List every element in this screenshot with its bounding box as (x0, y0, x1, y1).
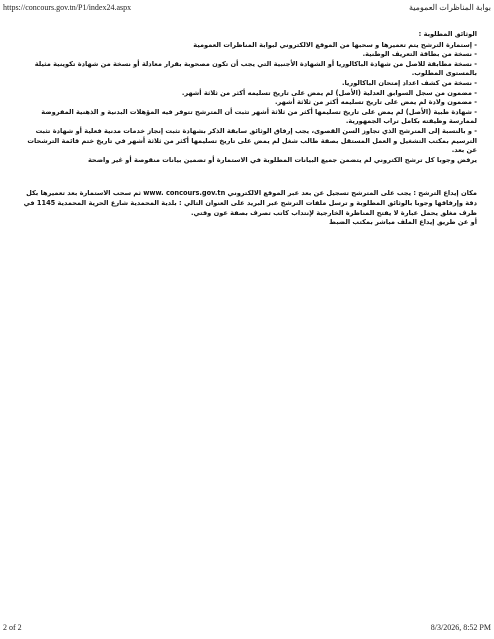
document-item-4: - نسخة من كشف اعداد إمتحان الباكالوريا. (341, 78, 477, 87)
print-header-url: https://concours.gov.tn/P1/index24.aspx (3, 3, 132, 12)
document-item-8: - و بالنسبة إلى المترشح الذي تجاوز السن القصوى، يجب إرفاق الوثائق سابقة الذكر بشهادة تثبت إنجاز خدمات مدنية فعلية أو شهادة تثبت الترسيم بمكتب التشغيل و العمل المستقل بصفة طالب شغل لم يمض على تاريخ تسليمها أكثر من ثلاثة أشهر في تاريخ ختم قائمة الترشحات عن بعد. (27, 126, 477, 155)
print-footer (0, 623, 494, 635)
page-counter: 2 of 2 (3, 623, 22, 632)
document-item-7: - شهادة طبية (الأصل) لم يمض على تاريخ تسليمها أكثر من ثلاثة أشهر تثبت أن المترشح تتوفر فيه المؤهلات البدنية و الذهنية المفروضة لممارسة وظيفته بكامل تراب الجمهورية. (41, 107, 477, 126)
submission-last-line: أو عن طريق إيداع الملف مباشر بمكتب الضبط (329, 218, 477, 227)
print-timestamp: 8/3/2026, 8:52 PM (430, 623, 491, 632)
section-title: الوثائق المطلوبة : (418, 30, 477, 38)
submission-paragraph: مكان إيداع الترشح : يجب على المترشح تسجيل عن بعد عبر الموقع الالكتروني www. concours.gov.tn ثم سحب الاستمارة بعد تعميرها بكل دقة وإرفاقها وجوبا بالوثائق المطلوبة و ترسل ملفات الترشح عبر البريد على العنوان التالي : بلدية المحمدية شارع الحرية المحمدية 1145 في ظرف مغلق يحمل عبارة لا يفتح المناظرة الخارجية لإنتداب كاتب تصرف بصفة عون وقتي. (23, 189, 477, 217)
document-item-1: - إستمارة الترشح يتم تعميرها و سحبها من الموقع الالكتروني لبوابة المناظرات العمومية (193, 40, 477, 49)
rejection-note: يرفض وجوبا كل ترشح الكتروني لم يتضمن جميع البيانات المطلوبة في الاستمارة أو تضمين بيانات منقوصة أو غير واضحة (87, 155, 477, 164)
document-item-5: - مضمون من سجل السوابق العدلية (الأصل) لم يمض على تاريخ تسليمه أكثر من ثلاثة أشهر. (181, 88, 477, 97)
document-item-6: - مضمون ولادة لم يمض على تاريخ تسليمه أكثر من ثلاثة أشهر. (275, 98, 477, 107)
print-header-title: بوابة المناظرات العمومية (408, 3, 491, 12)
document-item-3: - نسخة مطابقة للاصل من شهادة الباكالوريا أو الشهادة الأجنبية التي يجب أن تكون مصحوبة بقرار معادلة أو نسخة من شهادة تكوينية مثيلة بالمستوى المطلوب. (34, 59, 477, 78)
document-item-2: - نسخة من بطاقة التعريف الوطنية. (362, 50, 477, 59)
section-spacer (22, 165, 477, 189)
document-body (22, 30, 477, 228)
print-header (0, 3, 494, 15)
